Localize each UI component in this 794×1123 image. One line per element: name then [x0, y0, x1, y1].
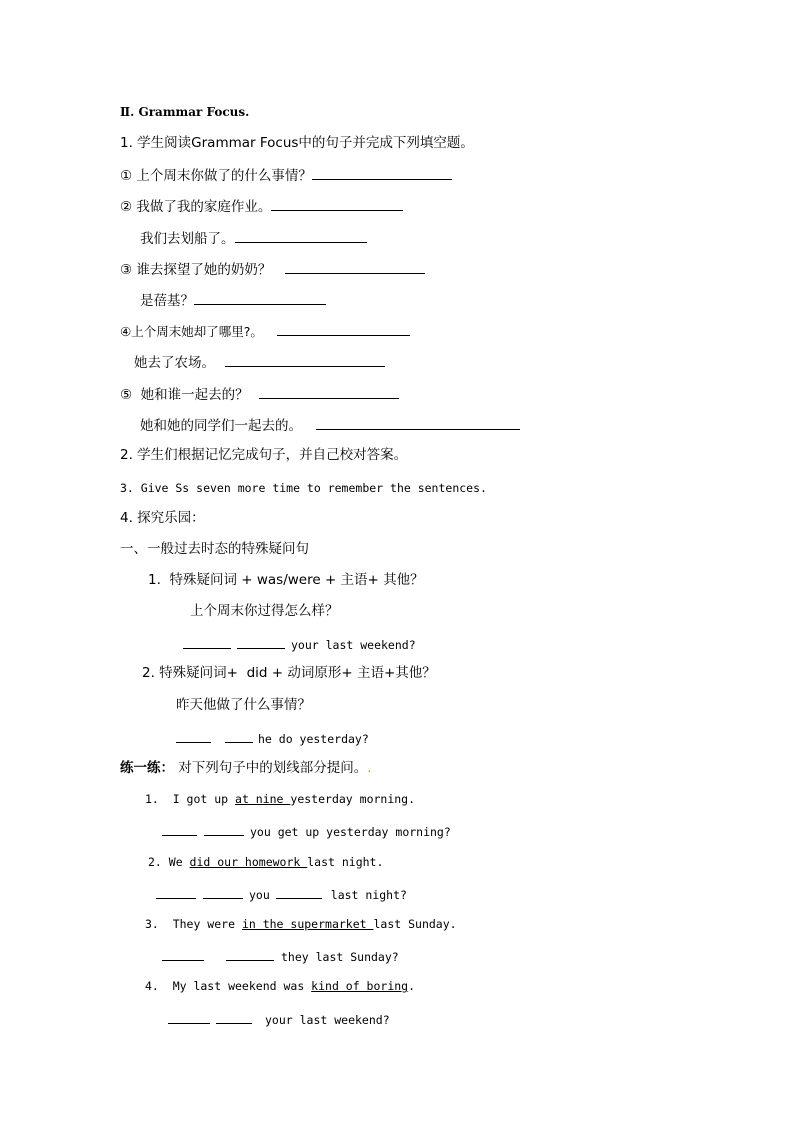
- exercise-2: [148, 854, 383, 870]
- rule-2-example: [176, 729, 369, 747]
- exercise-2-underlined: did our homework: [189, 855, 308, 869]
- question-5-text: ⑤ 她和谁一起去的？: [120, 387, 249, 403]
- exercise-4-suffix: .: [408, 979, 416, 993]
- exercise-4-answer-text: your last weekend?: [265, 1013, 390, 1027]
- answer-blank[interactable]: [225, 729, 253, 743]
- answer-blank[interactable]: [162, 822, 197, 836]
- answer-blank[interactable]: [226, 947, 274, 961]
- question-4b: [134, 353, 385, 371]
- answer-blank[interactable]: [194, 291, 326, 305]
- exercise-1-prefix: 1. I got up: [145, 792, 236, 806]
- question-1: [120, 166, 452, 184]
- question-5b: [140, 416, 520, 434]
- exercise-4: [145, 978, 415, 994]
- exercise-3-answer: [162, 947, 399, 965]
- question-5b-text: 她和她的同学们一起去的。: [140, 418, 302, 434]
- question-1-text: ① 上个周末你做了的什么事情？: [120, 168, 312, 184]
- question-4-text: ④上个周末她却了哪里?。: [120, 324, 263, 339]
- question-2b: [140, 229, 367, 247]
- question-2b-text: 我们去划船了。: [140, 231, 235, 247]
- answer-blank[interactable]: [162, 947, 204, 961]
- rule-2: 2. 特殊疑问词+ did + 动词原形+ 主语+其他？: [142, 665, 436, 681]
- exercise-4-prefix: 4. My last weekend was: [145, 979, 312, 993]
- exercise-1: [145, 791, 415, 807]
- section-heading: Ⅱ. Grammar Focus.: [120, 105, 250, 119]
- practice-label: 练一练：: [120, 760, 174, 776]
- answer-blank[interactable]: [204, 822, 244, 836]
- question-5: [120, 385, 399, 403]
- exercise-2-answer: [156, 885, 407, 903]
- answer-blank[interactable]: [316, 416, 520, 430]
- rule-1-example-text: your last weekend?: [291, 638, 416, 652]
- answer-blank[interactable]: [259, 385, 399, 399]
- practice-dot: .: [367, 760, 372, 776]
- rule-1-chinese: 上个周末你过得怎么样？: [190, 603, 339, 619]
- rule-2-example-text: he do yesterday?: [258, 732, 369, 746]
- question-3b: [140, 291, 326, 309]
- question-2: [120, 197, 403, 215]
- rule-1: 1. 特殊疑问词 + was/were + 主语+ 其他？: [148, 572, 424, 588]
- exercise-3-prefix: 3. They were: [145, 917, 242, 931]
- part-1-heading: 一、一般过去时态的特殊疑问句: [120, 541, 309, 557]
- answer-blank[interactable]: [312, 166, 452, 180]
- task-2: 2. 学生们根据记忆完成句子，并自己校对答案。: [120, 447, 408, 463]
- exercise-4-underlined: kind of boring: [311, 979, 409, 993]
- answer-blank[interactable]: [183, 635, 231, 649]
- exercise-2-suffix: last night.: [307, 855, 384, 869]
- exercise-1-answer-text: you get up yesterday morning?: [250, 825, 451, 839]
- answer-blank[interactable]: [203, 885, 243, 899]
- exercise-1-suffix: yesterday morning.: [290, 792, 416, 806]
- answer-blank[interactable]: [235, 229, 367, 243]
- answer-blank[interactable]: [176, 729, 211, 743]
- question-4: [120, 322, 410, 340]
- exercise-2-answer-text: last night?: [330, 888, 407, 902]
- answer-blank[interactable]: [276, 885, 322, 899]
- exercise-3: [145, 916, 457, 932]
- question-3-text: ③ 谁去探望了她的奶奶？: [120, 262, 272, 278]
- answer-blank[interactable]: [225, 353, 385, 367]
- answer-blank[interactable]: [277, 322, 410, 336]
- exercise-3-suffix: last Sunday.: [373, 917, 457, 931]
- rule-1-example: [183, 635, 416, 653]
- task-3: 3. Give Ss seven more time to remember the sentences.: [120, 481, 487, 495]
- question-2-text: ② 我做了我的家庭作业。: [120, 199, 272, 215]
- exercise-4-answer: [168, 1010, 390, 1028]
- question-3: [120, 260, 425, 278]
- exercise-2-prefix: 2. We: [148, 855, 190, 869]
- exercise-2-middle-text: you: [249, 888, 270, 902]
- exercise-1-answer: [162, 822, 451, 840]
- question-3b-text: 是蓓基？: [140, 293, 194, 309]
- answer-blank[interactable]: [168, 1010, 210, 1024]
- exercise-3-answer-text: they last Sunday?: [281, 950, 399, 964]
- rule-2-chinese: 昨天他做了什么事情？: [176, 697, 311, 713]
- question-4b-text: 她去了农场。: [134, 355, 215, 371]
- answer-blank[interactable]: [285, 260, 425, 274]
- exercise-3-underlined: in the supermarket: [241, 917, 374, 931]
- task-4: 4. 探究乐园：: [120, 510, 205, 526]
- exercise-1-underlined: at nine: [235, 792, 291, 806]
- practice-heading: [120, 760, 372, 776]
- answer-blank[interactable]: [216, 1010, 252, 1024]
- answer-blank[interactable]: [237, 635, 285, 649]
- answer-blank[interactable]: [271, 197, 403, 211]
- practice-instruction: 对下列句子中的划线部分提问。: [174, 760, 368, 776]
- task-1: 1. 学生阅读Grammar Focus中的句子并完成下列填空题。: [120, 135, 474, 151]
- answer-blank[interactable]: [156, 885, 196, 899]
